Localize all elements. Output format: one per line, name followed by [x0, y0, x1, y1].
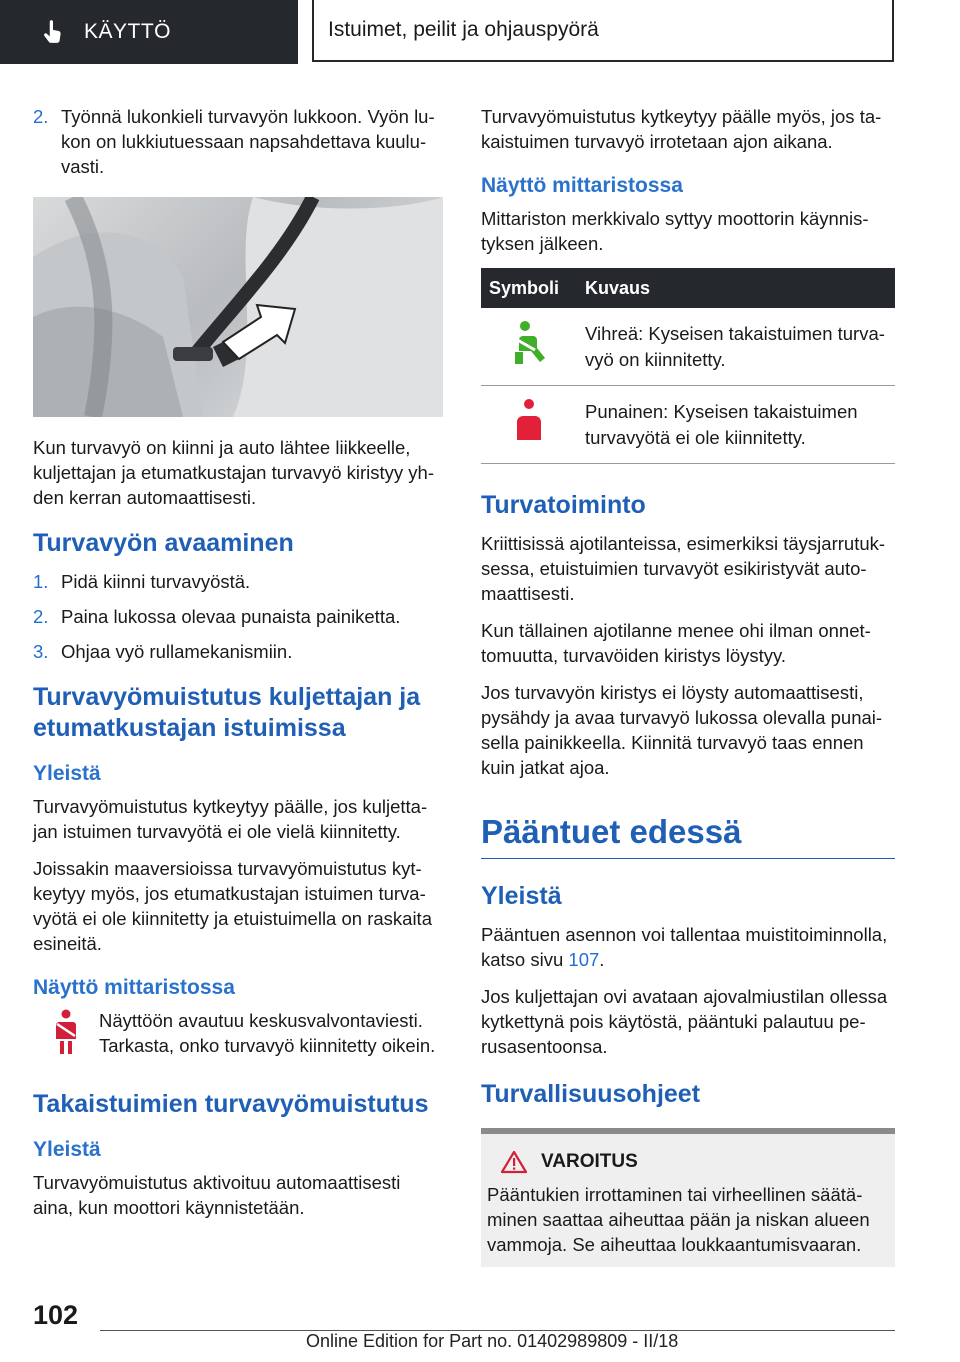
- step-item: [33, 639, 443, 664]
- step-text: Paina lukossa olevaa punaista painiketta.: [61, 606, 401, 627]
- section-title: KÄYTTÖ: [84, 20, 172, 43]
- warning-triangle-icon: [501, 1150, 527, 1174]
- heading-unbuckle: Turvavyön avaaminen: [33, 529, 294, 557]
- paragraph: [481, 922, 895, 972]
- step-number: 2.: [33, 106, 49, 127]
- heading-general: Yleistä: [33, 1138, 101, 1161]
- text: .: [599, 949, 605, 970]
- step-text: Ohjaa vyö rullamekanismiin.: [61, 641, 293, 662]
- text: Pääntuen asennon voi tallentaa muistitoiminnolla, katso sivu: [481, 924, 888, 970]
- warning-title-row: [501, 1150, 887, 1174]
- table-row: [481, 386, 895, 464]
- step-number: 2.: [33, 606, 49, 627]
- paragraph: Kun tällainen ajotilanne menee ohi ilman onnettomuutta, turvavöiden kiristys löystyy.: [481, 620, 871, 666]
- heading-safety-function: Turvatoiminto: [481, 491, 646, 519]
- paragraph: Turvavyömuistutus kytkeytyy päälle, jos kuljettajan istuimen turvavyötä ei ole vielä kiinnitetty.: [33, 796, 428, 842]
- red-seatbelt-icon: [481, 386, 577, 464]
- paragraph: Turvavyömuistutus kytkeytyy päälle myös, jos takaistuimen turvavyö irrotetaan ajon aikana.: [481, 106, 882, 152]
- table-header-description: Kuvaus: [577, 268, 895, 308]
- step-number: 3.: [33, 641, 49, 662]
- table-cell-description: Vihreä: Kyseisen takaistuimen turvavyö on kiinnitetty.: [577, 308, 895, 386]
- seatbelt-buckle-photo: [33, 197, 443, 417]
- step-item: [33, 569, 443, 594]
- table-row: [481, 308, 895, 386]
- warning-box: [481, 1128, 895, 1267]
- warning-title: VAROITUS: [541, 1151, 638, 1172]
- page-link[interactable]: 107: [568, 949, 600, 970]
- heading-general: Yleistä: [481, 882, 562, 910]
- right-column: [481, 104, 895, 1267]
- symbol-table: [481, 268, 895, 464]
- heading-reminder: Turvavyömuistutus kuljettajan ja etumatkustajan istuimissa: [33, 683, 421, 742]
- paragraph: Mittariston merkkivalo syttyy moottorin käynnistyksen jälkeen.: [481, 208, 869, 254]
- paragraph: Joissakin maaversioissa turvavyömuistutus kytkeytyy myös, jos etumatkustajan istuimen turvavyötä ei ole kiinnitetty ja etuistuimella on raskaita esineitä.: [33, 858, 432, 954]
- left-column: [33, 104, 443, 1232]
- seatbelt-illustration: [33, 197, 443, 417]
- paragraph: Kriittisissä ajotilanteissa, esimerkiksi täysjarrutuksessa, etuistuimien turvavyöt esikiristyvät automaattisesti.: [481, 533, 886, 604]
- step-item: [33, 104, 443, 179]
- table-header-symbol: Symboli: [481, 268, 577, 308]
- section-tab[interactable]: [0, 0, 298, 64]
- headrests-section: [481, 810, 895, 859]
- footer-edition: Online Edition for Part no. 01402989809 - II/18: [306, 1331, 679, 1351]
- page-number: 102: [33, 1300, 79, 1330]
- display-message-text: Näyttöön avautuu keskusvalvontaviesti. Tarkasta, onko turvavyö kiinnitetty oikein.: [99, 1010, 436, 1056]
- heading-display: Näyttö mittaristossa: [33, 976, 235, 999]
- warning-text: Pääntukien irrottaminen tai virheellinen säätäminen saattaa aiheuttaa pään ja niskan alueen vammoja. Se aiheuttaa loukkaantumisvaaran.: [487, 1184, 870, 1255]
- heading-front-headrests: Pääntuet edessä: [481, 813, 742, 850]
- table-cell-description: Punainen: Kyseisen takaistuimen turvavyötä ei ole kiinnitetty.: [577, 386, 895, 464]
- paragraph: Kun turvavyö on kiinni ja auto lähtee liikkeelle, kuljettajan ja etumatkustajan turvavyö kiristyy yhden kerran automaattisesti.: [33, 437, 435, 508]
- paragraph: Jos turvavyön kiristys ei löysty automaattisesti, pysähdy ja avaa turvavyö lukossa olevalla punaisella painikkeella. Kiinnitä turvavyö taas ennen kuin jatkat ajoa.: [481, 682, 883, 778]
- heading-rear-reminder: Takaistuimien turvavyömuistutus: [33, 1090, 429, 1118]
- heading-general: Yleistä: [33, 762, 101, 785]
- display-message-row: [33, 1008, 443, 1061]
- hand-pointer-icon: [40, 19, 66, 45]
- green-seatbelt-icon: [481, 308, 577, 386]
- paragraph: Turvavyömuistutus aktivoituu automaattisesti aina, kun moottori käynnistetään.: [33, 1172, 401, 1218]
- step-text: Työnnä lukonkieli turvavyön lukkoon. Vyön lukon on lukkiutuessaan napsahdettava kuuluvasti.: [61, 106, 435, 177]
- heading-display: Näyttö mittaristossa: [481, 174, 683, 197]
- heading-safety-notes: Turvallisuusohjeet: [481, 1080, 701, 1108]
- step-number: 1.: [33, 571, 49, 592]
- step-text: Pidä kiinni turvavyöstä.: [61, 571, 251, 592]
- chapter-title: Istuimet, peilit ja ohjauspyörä: [312, 0, 894, 62]
- step-item: [33, 604, 443, 629]
- seatbelt-warning-icon: [33, 1008, 99, 1061]
- paragraph: Jos kuljettajan ovi avataan ajovalmiustilan ollessa kytkettynä pois käytöstä, pääntuki palautuu perusasentoonsa.: [481, 986, 888, 1057]
